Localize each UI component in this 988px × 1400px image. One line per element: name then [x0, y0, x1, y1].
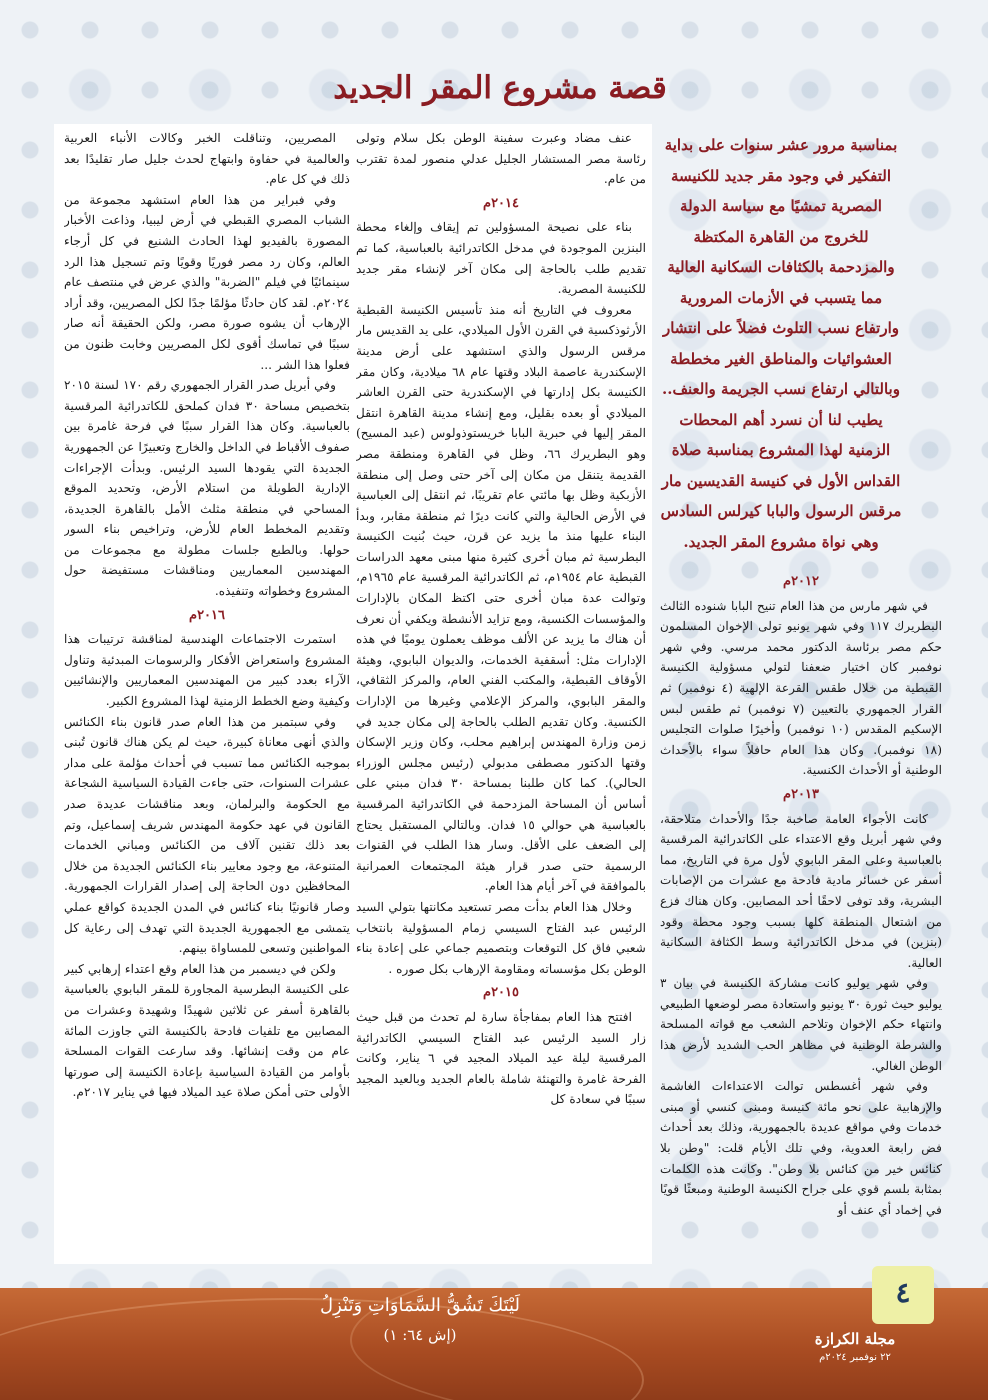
paragraph: عنف مضاد وعبرت سفينة الوطن بكل سلام وتولى رئاسة مصر المستشار الجليل عدلي منصور لمدة تقترب من عام.: [356, 131, 646, 187]
paragraph: معروف في التاريخ أنه منذ تأسيس الكنيسة القبطية الأرثوذكسية في القرن الأول الميلادي، على يد القديس مار مرقس الرسول والذي استشهد على أرض مدينة الإسكندرية عاصمة البلاد وقتها عام ٦٨ ميلادية، وكان مقر الكنيسة بكل إدارتها في الإسكندرية حتى القرن العاشر الميلادي أو بعده بقليل، ومع إنشاء مدينة القاهرة انتقل المقر إليها في حبرية البابا خريستوذولوس (عبد المسيح) وهو البطريرك ٦٦، وظل في القاهرة ومنطقة مصر القديمة يتنقل من مكان إلى آخر حتى وصل إلى منطقة الأزبكية وظل بها مائتي عام تقريبًا، ثم انتقل إلى العباسية في الأرض الحالية والتي كانت ديرًا ثم منطقة مقابر، وبدأ البناء عليها منذ ما يزيد عن قرن، حيث بُنيت الكنيسة البطرسية ثم مبان أخرى كثيرة منها مبنى معهد الدراسات القبطية عام ١٩٥٤م، ثم الكاتدرائية المرقسية عام ١٩٦٥م، وتوالت عدة مبان أخرى حتى اكتظ المكان بالإدارات والمؤسسات الكنسية، ومع تزايد الأنشطة ويكفي أن نعرف أن هناك ما يزيد عن الألف موظف يعملون يوميًا في هذه الإدارات مثل: أسقفية الخدمات، والديوان البابوي، وهيئة الأوقاف القبطية، والمكتب الفني العام، والمركز الثقافي، والمقر البابوي، والمركز الإعلامي وغيرها من الإدارات الكنسية. وكان تقديم الطلب بالحاجة إلى مكان جديد في زمن وزارة المهندس إبراهيم محلب، وكان وزير الإسكان وقتها الدكتور مصطفى مدبولي (رئيس مجلس الوزراء الحالي). كما كان طلبنا بمساحة ٣٠ فدان مبني على أساس أن المساحة المزدحمة في الكاتدرائية المرقسية بالعباسية هي حوالي ١٥ فدان. وبالتالي المستقبل يحتاج إلى الضعف على الأقل. وسار هذا الطلب في القنوات الرسمية حتى صدر قرار هيئة المجتمعات العمرانية بالموافقة في آخر أيام هذا العام.: [356, 302, 646, 894]
magazine-name: مجلة الكرازة: [814, 1330, 896, 1348]
paragraph: وفي أبريل صدر القرار الجمهوري رقم ١٧٠ لسنة ٢٠١٥ بتخصيص مساحة ٣٠ فدان كملحق للكاتدرائية المرقسية بالعباسية. وكان هذا القرار سببًا في فرحة غامرة بين صفوف الأقباط في الداخل والخارج وتعبيرًا عن الجمهورية الجديدة التي يقودها السيد الرئيس. وبدأت الإجراءات الإدارية الطويلة من استلام الأرض، وتحديد الموقع المساحي في منطقة مثلث الأمل بالقاهرة الجديدة، وتقديم المخطط العام للأرض، وتراخيص بناء السور حولها. وبالطبع جلسات مطولة مع مجموعات من المهندسين المعماريين ومناقشات مستفيضة حول المشروع وخطواته وتنفيذه.: [64, 378, 350, 599]
year-heading-2012: ٢٠١٢م: [783, 574, 819, 589]
paragraph: وفي شهر يوليو كانت مشاركة الكنيسة في بيان ٣ يوليو حيث ثورة ٣٠ يونيو واستعادة مصر لوضعها الطبيعي وانتهاء حكم الإخوان وتلاحم الشعب مع قواته المسلحة والشرطة الوطنية في مظاهر الحب الشديد لأرض هذا الوطن الغالي.: [660, 976, 942, 1073]
paragraph: وفي فبراير من هذا العام استشهد مجموعة من الشباب المصري القبطي في أرض ليبيا، وذاعت الأخبار المصورة بالفيديو لهذا الحادث الشنيع في كل أرجاء العالم، وكان رد مصر فوريًا وقويًا وتم تسجيل هذا الرد سينمائيًا في فيلم "الضربة" والذي عرض في منتصف عام ٢٠٢٤م. لقد كان حادثًا مؤلمًا جدًا لكل المصريين، وقد أراد الإرهاب أن يشوه صورة مصر، ولكن الحقيقة أنه صار سببًا في تماسك أقوى لكل المصريين وخابت ظنون من فعلوا هذا الشر ...: [64, 192, 350, 372]
year-heading-2013: ٢٠١٣م: [783, 786, 819, 802]
intro-lead: بمناسبة مرور عشر سنوات على بداية التفكير في وجود مقر جديد للكنيسة المصرية تمشيًا مع سياسة الدولة للخروج من القاهرة المكتظة والمزدحمة بالكثافات السكانية العالية مما يتسبب في الأزمات المرورية وارتفاع نسب التلوث فضلاً على انتشار العشوائيات والمناطق الغير مخططة وبالتالي ارتفاع نسب الجريمة والعنف.. يطيب لنا أن نسرد أهم المحطات الزمنية لهذا المشروع بمناسبة صلاة القداس الأول في كنيسة القديسين مار مرقس الرسول والبابا كيرلس السادس وهي نواة مشروع المقر الجديد.: [660, 136, 902, 551]
paragraph: في شهر مارس من هذا العام تنيح البابا شنوده الثالث البطريرك ١١٧ وفي شهر يونيو تولى الإخوان المسلمون حكم مصر برئاسة الدكتور محمد مرسي. وفي شهر نوفمبر كان اختيار ضعفنا لتولي مسؤولية الكنيسة القبطية من خلال طقس القرعة الإلهية (٤ نوفمبر) ثم القرار الجمهوري بالتعيين (٧ نوفمبر) ثم طقس لبس الإسكيم المقدس (١٠ نوفمبر) وأخيرًا صلوات التجليس (١٨ نوفمبر). وكان هذا العام حافلاً سواء بالأحداث الوطنية أو الأحداث الكنسية.: [660, 598, 942, 778]
footer-verse: لَيْتَكَ تَشُقُّ السَّمَاوَاتِ وَتَنْزِلُ: [320, 1295, 520, 1316]
column-left: [64, 128, 350, 1268]
year-heading-2015: ٢٠١٥م: [483, 985, 519, 1001]
paragraph: المصريين، وتناقلت الخبر وكالات الأنباء العربية والعالمية في حفاوة وابتهاج لحدث جليل صار تقليدًا بعد ذلك في كل عام.: [64, 131, 350, 187]
page-title: قصة مشروع المقر الجديد: [333, 70, 667, 106]
paragraph: افتتح هذا العام بمفاجأة سارة لم تحدث من قبل حيث زار السيد الرئيس عبد الفتاح السيسي الكاتدرائية المرقسية ليلة عيد الميلاد المجيد في ٦ يناير، وكانت الفرحة غامرة والتهنئة شاملة بالعام الجديد وبالعيد المجيد سببًا في سعادة كل: [356, 1009, 646, 1107]
paragraph: وخلال هذا العام بدأت مصر تستعيد مكانتها بتولي السيد الرئيس عبد الفتاح السيسي زمام المسؤولية بانتخاب شعبي فاق كل التوقعات وبتصميم جماعي على إعادة بناء الوطن بكل مؤسساته ومقاومة الإرهاب بكل صوره .: [356, 899, 646, 976]
issue-date: ٢٢ نوفمبر ٢٠٢٤م: [819, 1352, 891, 1363]
footer-verse-reference: (إش ٦٤: ١): [383, 1326, 457, 1344]
paragraph: ولكن في ديسمبر من هذا العام وقع اعتداء إرهابي كبير على الكنيسة البطرسية المجاورة للمقر البابوي بالعباسية بالقاهرة أسفر عن ثلاثين شهيدًا وشهيدة وعشرات من المصابين مع تلفيات فادحة بالكنيسة التي جاوزت المائة عام من وقت إنشائها. وقد سارعت القوات المسلحة بأوامر من القيادة السياسية بإعادة الكنيسة إلى صورتها الأولى حتى أمكن صلاة عيد الميلاد فيها في يناير ٢٠١٧م.: [64, 961, 350, 1100]
year-heading-2014: ٢٠١٤م: [483, 195, 519, 211]
paragraph: استمرت الاجتماعات الهندسية لمناقشة ترتيبات هذا المشروع واستعراض الأفكار والرسومات المبدئية وتناول الآراء بعدد كبير من المهندسين المعماريين والإنشائيين وكيفية وضع الخطط الزمنية لهذا المشروع الكبير.: [64, 632, 350, 709]
paragraph: وفي سبتمبر من هذا العام صدر قانون بناء الكنائس والذي أنهى معاناة كبيرة، حيث لم يكن هناك قانون تُبنى بموجبه الكنائس مما تسبب في أحداث مؤلمة على مدار عشرات السنوات، حتى جاءت القيادة السياسية الشجاعة مع الحكومة والبرلمان، وبعد مناقشات عديدة صدر القانون في عهد حكومة المهندس شريف إسماعيل، وتم بعد ذلك تقنين آلاف من الكنائس ومباني الخدمات المتنوعة، مع وجود معايير بناء الكنائس الجديدة من خلال المحافظين دون الحاجة إلى إصدار القرارات الجمهورية. وصار قانونيًا بناء كنائس في المدن الجديدة كواقع عملي يتمشى مع الجمهورية الجديدة التي تهدف إلى رعاية كل المواطنين وتسعى للمساواة بينهم.: [64, 714, 350, 956]
paragraph: كانت الأجواء العامة صاخبة جدًا والأحداث متلاحقة، وفي شهر أبريل وقع الاعتداء على الكاتدرائية المرقسية بالعباسية وعلى المقر البابوي لأول مرة في التاريخ، مما أسفر عن خسائر مادية فادحة مع عشرات من الإصابات البشرية، وقد توفى لاحقًا أحد المصابين. وكان هناك فزع من اشتعال المنطقة كلها بسبب وجود محطة وقود (بنزين) في مدخل الكاتدرائية وسط الكثافة السكانية العالية.: [660, 811, 942, 970]
paragraph: بناء على نصيحة المسؤولين تم إيقاف وإلغاء محطة البنزين الموجودة في مدخل الكاتدرائية بالعباسية، كما تم تقديم طلب بالحاجة إلى مكان آخر لإنشاء مقر جديد للكنيسة المصرية.: [356, 220, 646, 297]
column-right: [660, 568, 942, 1268]
paragraph: وفي شهر أغسطس توالت الاعتداءات الغاشمة والإرهابية على نحو مائة كنيسة ومبنى كنسي أو مبنى خدمات وفي مواقع عديدة بالجمهورية، وذلك بعد أحداث فض رابعة العدوية، وفي تلك الأيام قلت: "وطن بلا كنائس خير من كنائس بلا وطن". وكانت هذه الكلمات بمثابة بلسم قوي على جراح الكنيسة الوطنية ومبعثًا قويًا في إخماد أي عنف أو: [660, 1079, 942, 1217]
year-heading-2016: ٢٠١٦م: [189, 607, 225, 623]
column-middle: [356, 128, 646, 1268]
page-number: ٤: [872, 1266, 934, 1324]
